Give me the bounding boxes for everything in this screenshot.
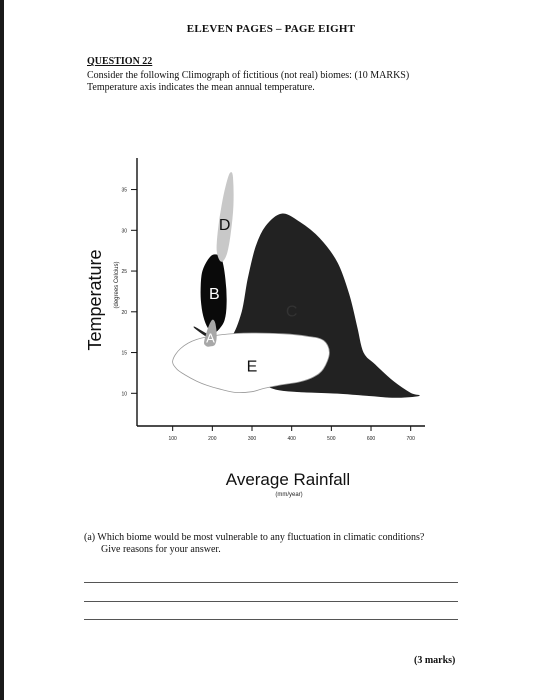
biome-label-c: C (285, 303, 298, 321)
part-a-instruction: Give reasons for your answer. (101, 544, 221, 555)
y-axis-label: Temperature (85, 249, 105, 351)
question-part-a (84, 532, 484, 556)
answer-line[interactable] (84, 601, 458, 602)
biome-regions (173, 173, 420, 398)
marks-label: (3 marks) (414, 655, 456, 666)
y-tick-label: 10 (121, 391, 127, 398)
y-axis-ticks (121, 188, 137, 398)
question-title: QUESTION 22 (87, 56, 153, 67)
biome-label-d: D (218, 216, 231, 234)
x-tick-label: 300 (247, 436, 257, 442)
x-tick-label: 400 (287, 436, 296, 442)
x-axis-unit: (mm/year) (275, 492, 303, 498)
x-axis-ticks (168, 426, 415, 442)
page-header: ELEVEN PAGES – PAGE EIGHT (186, 23, 356, 35)
biome-label-b: B (208, 286, 220, 304)
y-tick-label: 15 (121, 350, 127, 357)
answer-line[interactable] (84, 582, 458, 583)
x-tick-label: 700 (406, 436, 415, 442)
y-axis-unit: (degrees Celcius) (114, 261, 120, 309)
x-tick-label: 500 (327, 436, 336, 442)
part-a-question: (a) Which biome would be most vulnerable to any fluctuation in climatic conditions? (84, 532, 425, 543)
x-tick-label: 200 (208, 436, 217, 442)
y-tick-label: 25 (121, 269, 127, 276)
question-text: Consider the following Climograph of fictitious (not real) biomes: (10 MARKS) (87, 70, 410, 81)
answer-line[interactable] (84, 619, 458, 620)
x-tick-label: 100 (168, 436, 177, 442)
x-axis-label: Average Rainfall (225, 470, 351, 489)
biome-label-e: E (246, 358, 258, 376)
y-tick-label: 30 (121, 228, 127, 235)
biome-label-a: A (206, 330, 215, 346)
y-tick-label: 35 (121, 187, 127, 194)
x-tick-label: 600 (366, 436, 376, 442)
question-note: Temperature axis indicates the mean annual temperature. (87, 82, 315, 93)
y-tick-label: 20 (121, 309, 127, 316)
